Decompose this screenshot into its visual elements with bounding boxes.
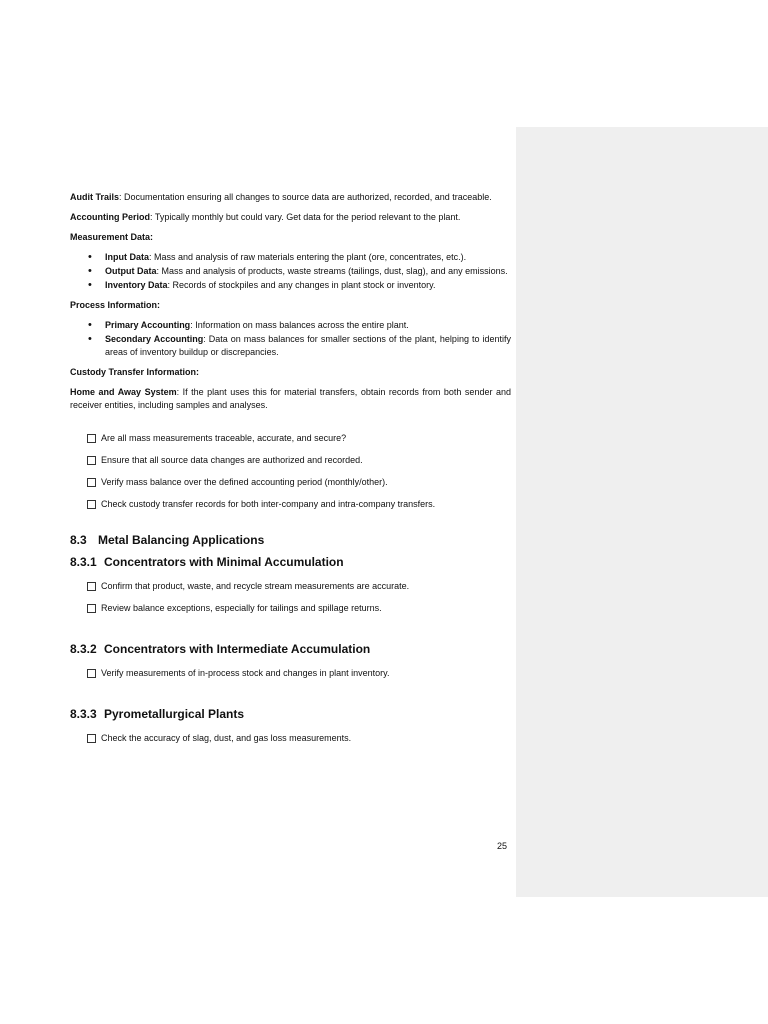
- section-number: 8.3.3: [70, 707, 97, 721]
- checkbox-icon[interactable]: [87, 734, 96, 743]
- section-8-3-2-heading: [70, 641, 511, 657]
- checklist-item-label: Ensure that all source data changes are authorized and recorded.: [101, 455, 363, 465]
- checklist-item-label: Check the accuracy of slag, dust, and gas loss measurements.: [101, 733, 352, 743]
- document-page: [70, 191, 511, 754]
- checklist-item: [87, 454, 511, 467]
- checklist-item: [87, 580, 511, 593]
- checklist-item-label: Are all mass measurements traceable, accurate, and secure?: [101, 433, 347, 443]
- list-item: [105, 251, 511, 264]
- checklist-item: [87, 602, 511, 615]
- measurement-data-list: [70, 251, 511, 292]
- checklist-item: [87, 732, 511, 745]
- secondary-accounting-text: : Data on mass balances for smaller sections of the plant, helping to identify areas of inventory buildup or discrepancies.: [105, 334, 511, 357]
- audit-trails-term: Audit Trails: [70, 192, 120, 202]
- home-away-term: Home and Away System: [70, 387, 177, 397]
- checklist-item: [87, 667, 511, 680]
- checklist-item-label: Check custody transfer records for both inter-company and intra-company transfers.: [101, 499, 436, 509]
- checklist-item-label: Confirm that product, waste, and recycle stream measurements are accurate.: [101, 581, 410, 591]
- input-data-text: : Mass and analysis of raw materials entering the plant (ore, concentrates, etc.).: [149, 252, 467, 262]
- accounting-period-text: : Typically monthly but could vary. Get data for the period relevant to the plant.: [150, 212, 461, 222]
- list-item: [105, 265, 511, 278]
- section-number: 8.3.1: [70, 555, 97, 569]
- page-number: 25: [497, 841, 508, 851]
- section-8-3-heading: [70, 532, 511, 548]
- home-away-text: : If the plant uses this for material transfers, obtain records from both sender and receiver entities, including samples and analyses.: [70, 387, 511, 410]
- process-information-heading: Process Information:: [70, 300, 161, 310]
- custody-transfer-heading: Custody Transfer Information:: [70, 367, 200, 377]
- checklist-general: [70, 432, 511, 511]
- section-title: Concentrators with Minimal Accumulation: [104, 555, 344, 569]
- audit-trails-text: : Documentation ensuring all changes to source data are authorized, recorded, and traceable.: [119, 192, 492, 202]
- section-title: Concentrators with Intermediate Accumulation: [104, 642, 371, 656]
- section-number: 8.3: [70, 533, 87, 547]
- inventory-data-term: Inventory Data: [105, 280, 168, 290]
- checklist-8-3-3: [70, 732, 511, 745]
- list-item: [105, 333, 511, 359]
- primary-accounting-term: Primary Accounting: [105, 320, 191, 330]
- accounting-period-paragraph: [70, 211, 511, 224]
- home-away-paragraph: [70, 386, 511, 412]
- comment-pane: [516, 127, 768, 897]
- checklist-8-3-1: [70, 580, 511, 615]
- section-title: Metal Balancing Applications: [98, 533, 265, 547]
- secondary-accounting-term: Secondary Accounting: [105, 334, 204, 344]
- checkbox-icon[interactable]: [87, 434, 96, 443]
- measurement-data-heading: Measurement Data:: [70, 232, 154, 242]
- inventory-data-text: : Records of stockpiles and any changes in plant stock or inventory.: [167, 280, 436, 290]
- checkbox-icon[interactable]: [87, 582, 96, 591]
- checklist-item-label: Review balance exceptions, especially for tailings and spillage returns.: [101, 603, 382, 613]
- process-information-list: [70, 319, 511, 359]
- audit-trails-paragraph: [70, 191, 511, 204]
- checklist-item-label: Verify mass balance over the defined accounting period (monthly/other).: [101, 477, 388, 487]
- section-8-3-3-heading: [70, 706, 511, 722]
- list-item: [105, 319, 511, 332]
- input-data-term: Input Data: [105, 252, 149, 262]
- output-data-text: : Mass and analysis of products, waste streams (tailings, dust, slag), and any emissions.: [156, 266, 508, 276]
- output-data-term: Output Data: [105, 266, 157, 276]
- checklist-item-label: Verify measurements of in-process stock and changes in plant inventory.: [101, 668, 390, 678]
- checklist-item: [87, 498, 511, 511]
- checklist-item: [87, 432, 511, 445]
- section-title: Pyrometallurgical Plants: [104, 707, 245, 721]
- checkbox-icon[interactable]: [87, 604, 96, 613]
- checkbox-icon[interactable]: [87, 669, 96, 678]
- primary-accounting-text: : Information on mass balances across the entire plant.: [190, 320, 409, 330]
- checklist-item: [87, 476, 511, 489]
- checkbox-icon[interactable]: [87, 478, 96, 487]
- checklist-8-3-2: [70, 667, 511, 680]
- section-number: 8.3.2: [70, 642, 97, 656]
- checkbox-icon[interactable]: [87, 456, 96, 465]
- checkbox-icon[interactable]: [87, 500, 96, 509]
- section-8-3-1-heading: [70, 554, 511, 570]
- accounting-period-term: Accounting Period: [70, 212, 151, 222]
- list-item: [105, 279, 511, 292]
